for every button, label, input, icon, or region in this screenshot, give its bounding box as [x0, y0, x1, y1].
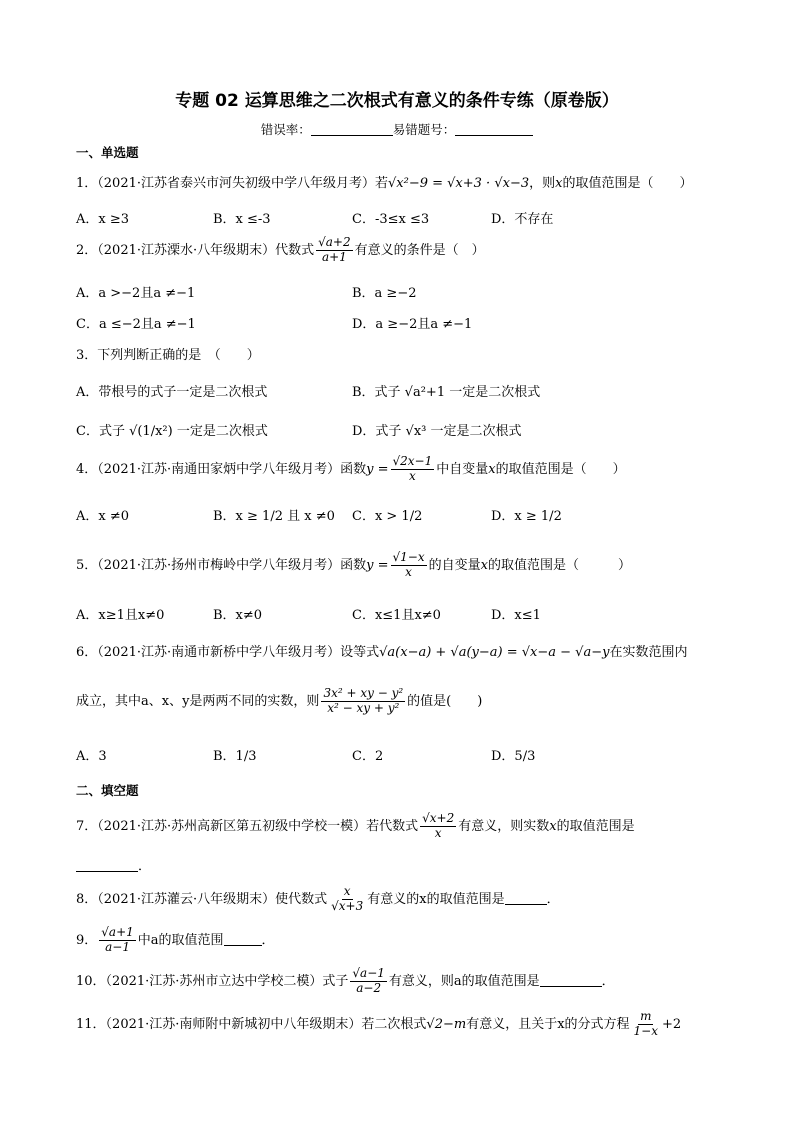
- q3-option-c[interactable]: C．式子 √(1/x²) 一定是二次根式: [76, 424, 268, 439]
- q5-numerator: √1−x: [392, 550, 425, 564]
- q6-option-a[interactable]: A．3: [76, 749, 107, 764]
- q1-stem-a: 1．（2021·江苏省泰兴市河失初级中学八年级月考）若: [76, 176, 388, 191]
- q1-stem-b: ，则: [529, 176, 556, 191]
- q7-answer-blank[interactable]: [76, 871, 138, 872]
- q5-lhs: y =: [366, 557, 389, 573]
- q4-option-d[interactable]: D．x ≥ 1/2: [491, 509, 562, 524]
- q5-stem-c: 的取值范围是（ ）: [487, 557, 631, 573]
- q4-option-c[interactable]: C．x > 1/2: [352, 509, 423, 524]
- q5-stem-b: 的自变量: [428, 557, 481, 573]
- q9-stem-b: 中a的取值范围: [137, 932, 224, 948]
- error-rate-blank[interactable]: [311, 135, 393, 136]
- q11-stem-a: 11．（2021·江苏·南师附中新城初中八年级期末）若二次根式: [76, 1016, 427, 1032]
- q10-fraction: [350, 967, 387, 996]
- q7-stem-a: 7．（2021·江苏·苏州高新区第五初级中学校一模）若代数式: [76, 818, 419, 834]
- page-title: 专题 02 运算思维之二次根式有意义的条件专练（原卷版）: [175, 91, 619, 111]
- question-3: 3．下列判断正确的是 （ ）: [76, 348, 260, 363]
- q3-option-a[interactable]: A．带根号的式子一定是二次根式: [76, 385, 268, 400]
- q2-fraction: [316, 236, 353, 265]
- q9-numerator: √a+1: [101, 925, 134, 939]
- q3-option-b[interactable]: B．式子 √a²+1 一定是二次根式: [352, 385, 541, 400]
- q1-formula: √x²−9 = √x+3 · √x−3: [388, 176, 530, 191]
- question-5: [76, 551, 631, 580]
- q7-numerator: √x+2: [422, 811, 455, 825]
- question-9: [76, 926, 275, 955]
- q6-stem-b: 在实数范围内: [609, 645, 688, 660]
- q1-option-c[interactable]: C．-3≤x ≤3: [352, 212, 430, 227]
- q6-denominator: x² − xy + y²: [327, 700, 400, 715]
- q11-tail: +2: [662, 1016, 682, 1032]
- q7-stem-c: 的取值范围是: [556, 818, 635, 834]
- section-single-choice: 一、单选题: [76, 145, 139, 160]
- question-11: [76, 1010, 681, 1039]
- question-4: [76, 455, 626, 484]
- q3-option-d[interactable]: D．式子 √x³ 一定是二次根式: [352, 424, 522, 439]
- q1-stem-c: 的取值范围是（ ）: [562, 176, 693, 191]
- q2-option-d[interactable]: D．a ≥−2且a ≠−1: [352, 317, 473, 332]
- q5-option-c[interactable]: C．x≤1且x≠0: [352, 608, 441, 623]
- q8-stem-b: 有意义的x的取值范围是: [367, 891, 505, 907]
- q5-option-b[interactable]: B．x≠0: [213, 608, 263, 623]
- question-2: [76, 236, 485, 265]
- q9-answer-blank[interactable]: [224, 945, 262, 946]
- q7-stem-b: 有意义，则实数: [458, 818, 550, 834]
- q1-option-d[interactable]: D．不存在: [491, 212, 554, 227]
- q7-end: ．: [138, 859, 152, 874]
- score-line: [0, 120, 794, 138]
- q4-fraction: [391, 455, 435, 484]
- q6-stem-d: 的值是( ): [407, 693, 483, 709]
- q8-answer-blank[interactable]: [505, 904, 547, 905]
- q9-denominator: a−1: [105, 939, 130, 954]
- q4-denominator: x: [408, 468, 416, 483]
- q7-fraction: [420, 812, 456, 841]
- q11-radical: √2−m: [426, 1016, 467, 1032]
- q7-denominator: x: [434, 825, 442, 840]
- error-items-label: 易错题号：: [392, 122, 456, 137]
- q10-denominator: a−2: [356, 980, 382, 995]
- q4-option-b[interactable]: B．x ≥ 1/2 且 x ≠0: [213, 509, 335, 524]
- q11-stem-b: 有意义，且关于x的分式方程: [466, 1016, 630, 1032]
- q8-denominator: √x+3: [331, 898, 364, 913]
- q2-stem-b: 有意义的条件是（ ）: [354, 242, 485, 258]
- q4-var: x: [488, 461, 496, 477]
- q1-option-b[interactable]: B．x ≤-3: [213, 212, 271, 227]
- q6-formula: √a(x−a) + √a(y−a) = √x−a − √a−y: [379, 645, 610, 660]
- q4-lhs: y =: [366, 461, 389, 477]
- q1-option-a[interactable]: A．x ≥3: [76, 212, 130, 227]
- error-rate-label: 错误率：: [260, 122, 311, 137]
- q10-stem-a: 10．（2021·江苏·苏州市立达中学校二模）式子: [76, 973, 349, 989]
- q6-option-c[interactable]: C．2: [352, 749, 384, 764]
- q1-var: x: [555, 176, 563, 191]
- q6-option-d[interactable]: D．5/3: [491, 749, 536, 764]
- q6-numerator: 3x² + xy − y²: [323, 686, 404, 700]
- q4-numerator: √2x−1: [392, 454, 433, 468]
- question-6-line-1: [76, 641, 687, 660]
- q6-stem-a: 6．（2021·江苏·南通市新桥中学八年级月考）设等式: [76, 645, 380, 660]
- q9-fraction: [99, 926, 136, 955]
- q5-option-a[interactable]: A．x≥1且x≠0: [76, 608, 165, 623]
- q2-option-a[interactable]: A．a >−2且a ≠−1: [76, 286, 196, 301]
- q9-stem-a: 9．: [76, 932, 98, 948]
- question-10: [76, 967, 615, 996]
- q9-end: ．: [261, 932, 275, 948]
- q6-option-b[interactable]: B．1/3: [213, 749, 257, 764]
- error-items-blank[interactable]: [455, 135, 533, 136]
- q7-var: x: [549, 818, 557, 834]
- q10-numerator: √a−1: [352, 966, 385, 980]
- question-1: [76, 172, 692, 191]
- q2-option-b[interactable]: B．a ≥−2: [352, 286, 417, 301]
- q6-stem-c: 成立，其中a、x、y是两两不同的实数，则: [76, 693, 320, 709]
- q10-answer-blank[interactable]: [540, 986, 602, 987]
- q5-stem-a: 5．（2021·江苏·扬州市梅岭中学八年级月考）函数: [76, 557, 367, 573]
- q8-end: ．: [546, 891, 560, 907]
- question-6-line-2: [76, 687, 482, 716]
- q5-denominator: x: [405, 564, 412, 579]
- q11-denominator: 1−x: [633, 1023, 658, 1038]
- q8-fraction: [329, 885, 365, 914]
- q8-numerator: x: [343, 884, 351, 898]
- q4-stem-c: 的取值范围是（ ）: [495, 461, 626, 477]
- q4-stem-a: 4．（2021·江苏·南通田家炳中学八年级月考）函数: [76, 461, 367, 477]
- question-8: [76, 885, 560, 914]
- q7-answer-line: [76, 855, 151, 874]
- section-fill-in: 二、填空题: [76, 783, 139, 798]
- q11-numerator: m: [640, 1009, 652, 1023]
- q2-numerator: √a+2: [318, 235, 351, 249]
- q5-fraction: [391, 551, 427, 580]
- question-7: [76, 812, 635, 841]
- q2-denominator: a+1: [321, 249, 347, 264]
- q4-option-a[interactable]: A．x ≠0: [76, 509, 130, 524]
- q10-end: ．: [601, 973, 615, 989]
- q5-var: x: [480, 557, 488, 573]
- q2-option-c[interactable]: C．a ≤−2且a ≠−1: [76, 317, 196, 332]
- q10-stem-b: 有意义，则a的取值范围是: [388, 973, 540, 989]
- q4-stem-b: 中自变量: [436, 461, 489, 477]
- q2-stem-a: 2．（2021·江苏溧水·八年级期末）代数式: [76, 242, 315, 258]
- q11-fraction: [632, 1010, 660, 1039]
- q6-fraction: [321, 687, 405, 716]
- q5-option-d[interactable]: D．x≤1: [491, 608, 541, 623]
- q8-stem-a: 8．（2021·江苏灌云·八年级期末）使代数式: [76, 891, 328, 907]
